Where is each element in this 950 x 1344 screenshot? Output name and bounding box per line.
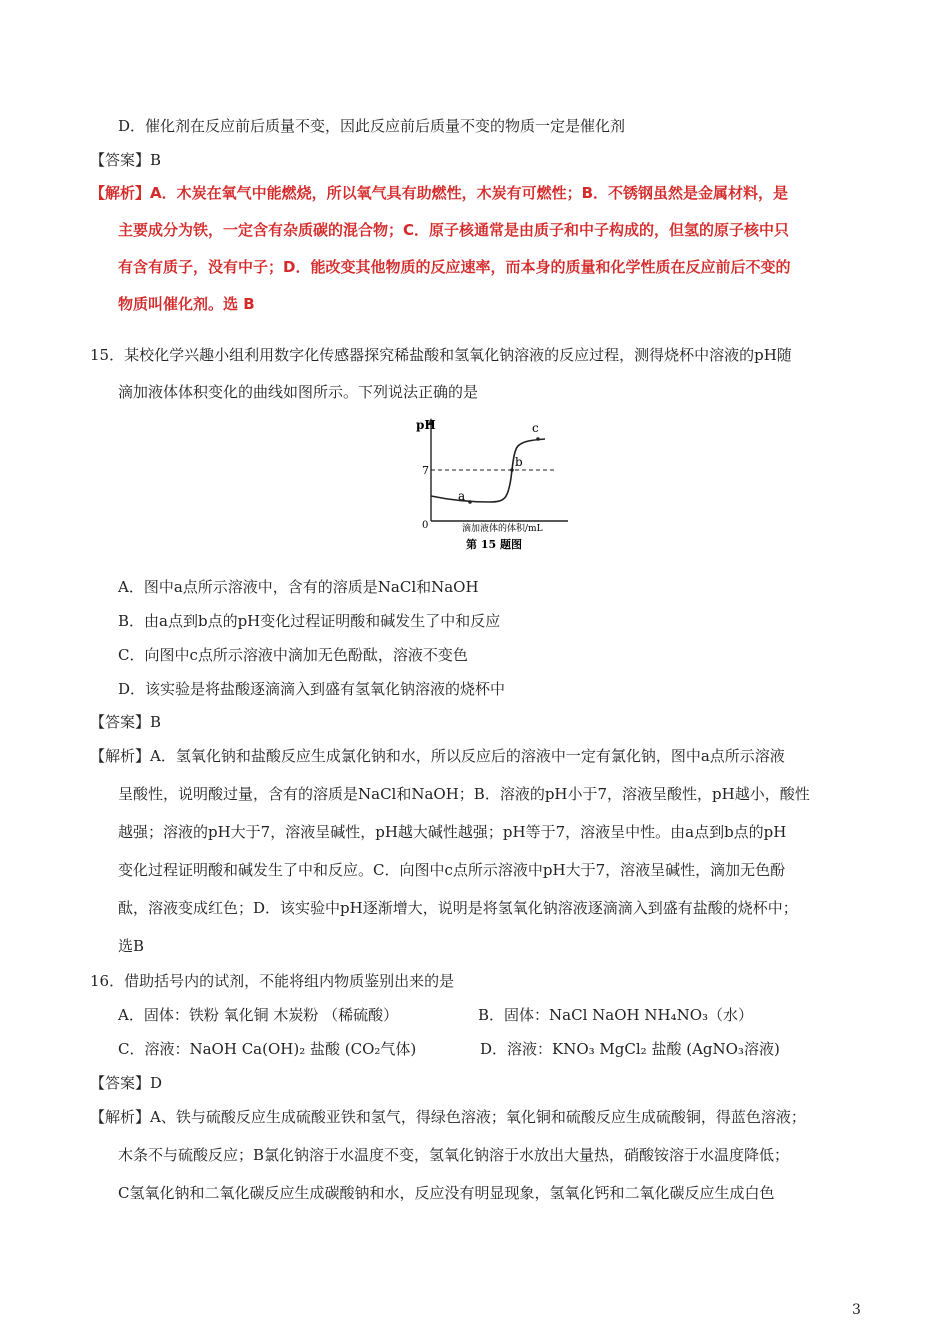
point-a-dot [468, 500, 472, 504]
q14-analysis-line-1 [90, 183, 788, 203]
q16-analysis-line-1 [90, 1107, 806, 1127]
q15-analysis-line-2: 呈酸性，说明酸过量，含有的溶质是NaCl和NaOH；B．溶液的pH小于7，溶液呈酸性，pH越小，酸性 [118, 785, 810, 803]
ph-curve-figure [416, 418, 570, 554]
x-axis-label: 滴加液体的体积/mL [462, 524, 543, 534]
answer-value: B [150, 713, 162, 731]
q15-analysis-line-5: 酞，溶液变成红色；D．该实验中pH逐渐增大，说明是将氢氧化钠溶液逐滴滴入到盛有盐酸的烧杯中； [118, 899, 798, 917]
q14-answer [90, 150, 161, 170]
q14-analysis-line-3: 有含有质子，没有中子；D．能改变其他物质的反应速率，而本身的质量和化学性质在反应前后不变的 [118, 258, 791, 276]
point-c-label: c [532, 421, 539, 435]
page-number: 3 [852, 1302, 861, 1318]
origin-label: 0 [422, 520, 429, 531]
answer-value: B [150, 151, 162, 169]
q15-analysis-line-3: 越强；溶液的pH大于7，溶液呈碱性，pH越大碱性越强；pH等于7，溶液呈中性。由a点到b点的pH [118, 823, 787, 841]
q15-option-b: B．由a点到b点的pH变化过程证明酸和碱发生了中和反应 [118, 612, 501, 630]
q15-analysis-line-4: 变化过程证明酸和碱发生了中和反应。C．向图中c点所示溶液中pH大于7，溶液呈碱性，滴加无色酚 [118, 861, 786, 879]
ph7-label: 7 [422, 464, 429, 477]
q16-option-b: B．固体：NaCl NaOH NH₄NO₃（水） [478, 1006, 754, 1024]
answer-label: 【答案】 [90, 151, 151, 169]
q16-answer [90, 1073, 162, 1093]
q15-option-a: A．图中a点所示溶液中，含有的溶质是NaCl和NaOH [118, 578, 479, 596]
figure-caption: 第 15 题图 [466, 538, 522, 551]
q15-stem-line-2: 滴加液体体积变化的曲线如图所示。下列说法正确的是 [118, 383, 479, 401]
q14-option-d: D．催化剂在反应前后质量不变，因此反应前后质量不变的物质一定是催化剂 [118, 117, 626, 135]
q16-analysis-line-3: C氢氧化钠和二氧化碳反应生成碳酸钠和水，反应没有明显现象，氢氧化钙和二氧化碳反应生成白色 [118, 1184, 775, 1202]
q15-analysis-line-1 [90, 746, 785, 766]
q16-stem: 16．借助括号内的试剂，不能将组内物质鉴别出来的是 [90, 972, 455, 990]
analysis-label: 【解析】 [90, 1108, 151, 1126]
q14-analysis-line-2: 主要成分为铁，一定含有杂质碳的混合物；C．原子核通常是由质子和中子构成的，但氢的原子核中只 [118, 221, 790, 239]
point-a-label: a [458, 489, 466, 503]
y-axis-label: pH [416, 418, 436, 432]
answer-label: 【答案】 [90, 713, 151, 731]
analysis-text: A．氢氧化钠和盐酸反应生成氯化钠和水，所以反应后的溶液中一定有氯化钠，图中a点所示溶液 [150, 747, 785, 765]
q15-option-c: C．向图中c点所示溶液中滴加无色酚酞，溶液不变色 [118, 646, 468, 664]
q16-analysis-line-2: 木条不与硫酸反应；B氯化钠溶于水温度不变，氢氧化钠溶于水放出大量热，硝酸铵溶于水温度降低； [118, 1146, 790, 1164]
analysis-label: 【解析】 [90, 184, 151, 202]
analysis-text: A．木炭在氧气中能燃烧，所以氧气具有助燃性，木炭有可燃性；B．不锈钢虽然是金属材料，是 [150, 184, 789, 202]
q16-option-a: A．固体：铁粉 氧化铜 木炭粉 （稀硫酸） [118, 1006, 399, 1024]
analysis-text: A、铁与硫酸反应生成硫酸亚铁和氢气，得绿色溶液；氧化铜和硫酸反应生成硫酸铜，得蓝色溶液； [150, 1108, 806, 1126]
q15-analysis-line-6: 选B [118, 937, 145, 955]
analysis-label: 【解析】 [90, 747, 151, 765]
q15-stem-line-1: 15．某校化学兴趣小组利用数字化传感器探究稀盐酸和氢氧化钠溶液的反应过程，测得烧杯中溶液的pH随 [90, 346, 792, 364]
point-b-dot [510, 468, 514, 472]
answer-value: D [150, 1074, 163, 1092]
q15-option-d: D．该实验是将盐酸逐滴滴入到盛有氢氧化钠溶液的烧杯中 [118, 680, 506, 698]
answer-label: 【答案】 [90, 1074, 151, 1092]
q15-answer [90, 712, 161, 732]
q16-option-c: C．溶液：NaOH Ca(OH)₂ 盐酸 (CO₂气体) [118, 1040, 417, 1058]
point-b-label: b [515, 455, 523, 469]
point-c-dot [536, 437, 540, 441]
q14-analysis-line-4: 物质叫催化剂。选 B [118, 295, 255, 313]
q16-option-d: D．溶液：KNO₃ MgCl₂ 盐酸 (AgNO₃溶液) [480, 1040, 780, 1058]
